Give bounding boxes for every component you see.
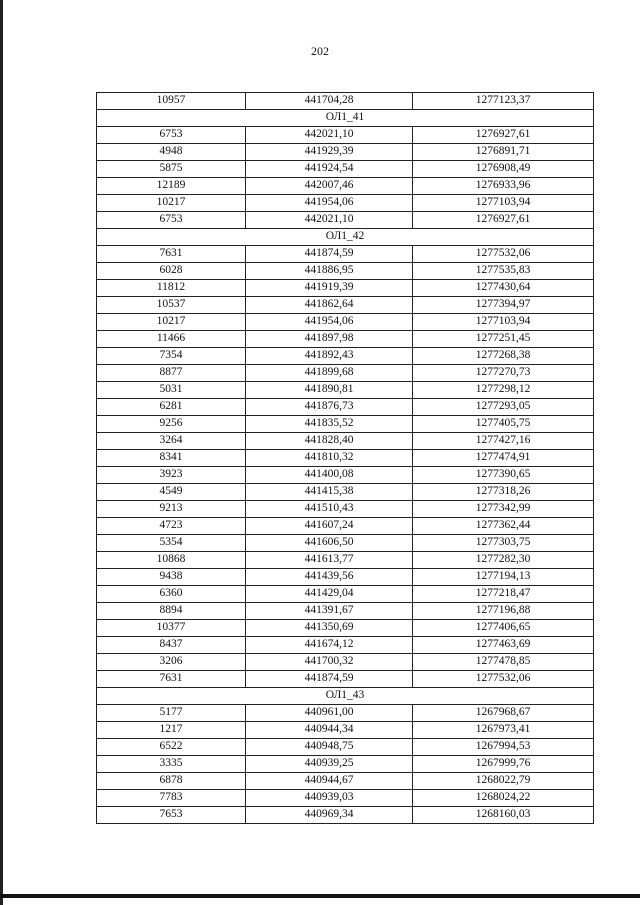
section-header-row <box>97 229 594 246</box>
point-number-cell: 10217 <box>97 314 246 331</box>
point-number-cell: 1217 <box>97 722 246 739</box>
y-coordinate-cell: 1277318,26 <box>413 484 594 501</box>
table-row <box>97 195 594 212</box>
table-row <box>97 807 594 824</box>
table-row <box>97 161 594 178</box>
point-number-cell: 4948 <box>97 144 246 161</box>
table-row <box>97 280 594 297</box>
table-row <box>97 93 594 110</box>
table-row <box>97 433 594 450</box>
table-row <box>97 263 594 280</box>
y-coordinate-cell: 1268024,22 <box>413 790 594 807</box>
y-coordinate-cell: 1277535,83 <box>413 263 594 280</box>
x-coordinate-cell: 440944,67 <box>246 773 413 790</box>
x-coordinate-cell: 441429,04 <box>246 586 413 603</box>
table-row <box>97 331 594 348</box>
coordinates-table <box>96 92 594 824</box>
table-row <box>97 178 594 195</box>
x-coordinate-cell: 441897,98 <box>246 331 413 348</box>
bottom-rule <box>0 894 640 898</box>
y-coordinate-cell: 1277218,47 <box>413 586 594 603</box>
y-coordinate-cell: 1277390,65 <box>413 467 594 484</box>
section-title: ОЛ1_41 <box>97 110 594 127</box>
table-row <box>97 705 594 722</box>
y-coordinate-cell: 1277474,91 <box>413 450 594 467</box>
point-number-cell: 8341 <box>97 450 246 467</box>
table-row <box>97 586 594 603</box>
y-coordinate-cell: 1267968,67 <box>413 705 594 722</box>
point-number-cell: 4549 <box>97 484 246 501</box>
point-number-cell: 6753 <box>97 212 246 229</box>
point-number-cell: 6878 <box>97 773 246 790</box>
y-coordinate-cell: 1277478,85 <box>413 654 594 671</box>
table-row <box>97 450 594 467</box>
table-row <box>97 365 594 382</box>
y-coordinate-cell: 1277532,06 <box>413 246 594 263</box>
scan-edge <box>0 0 3 905</box>
point-number-cell: 7653 <box>97 807 246 824</box>
table-row <box>97 739 594 756</box>
x-coordinate-cell: 442007,46 <box>246 178 413 195</box>
x-coordinate-cell: 441704,28 <box>246 93 413 110</box>
x-coordinate-cell: 441400,08 <box>246 467 413 484</box>
section-title: ОЛ1_43 <box>97 688 594 705</box>
point-number-cell: 5354 <box>97 535 246 552</box>
y-coordinate-cell: 1277282,30 <box>413 552 594 569</box>
point-number-cell: 3206 <box>97 654 246 671</box>
point-number-cell: 6753 <box>97 127 246 144</box>
point-number-cell: 6028 <box>97 263 246 280</box>
point-number-cell: 11466 <box>97 331 246 348</box>
point-number-cell: 10957 <box>97 93 246 110</box>
x-coordinate-cell: 441607,24 <box>246 518 413 535</box>
x-coordinate-cell: 441415,38 <box>246 484 413 501</box>
table-row <box>97 722 594 739</box>
x-coordinate-cell: 441876,73 <box>246 399 413 416</box>
point-number-cell: 3923 <box>97 467 246 484</box>
y-coordinate-cell: 1277303,75 <box>413 535 594 552</box>
x-coordinate-cell: 442021,10 <box>246 212 413 229</box>
table-row <box>97 773 594 790</box>
table-row <box>97 620 594 637</box>
y-coordinate-cell: 1276927,61 <box>413 212 594 229</box>
table-row <box>97 416 594 433</box>
point-number-cell: 5875 <box>97 161 246 178</box>
x-coordinate-cell: 441886,95 <box>246 263 413 280</box>
x-coordinate-cell: 441810,32 <box>246 450 413 467</box>
point-number-cell: 9438 <box>97 569 246 586</box>
point-number-cell: 5177 <box>97 705 246 722</box>
y-coordinate-cell: 1277270,73 <box>413 365 594 382</box>
table-row <box>97 518 594 535</box>
table-row <box>97 144 594 161</box>
point-number-cell: 5031 <box>97 382 246 399</box>
x-coordinate-cell: 441439,56 <box>246 569 413 586</box>
x-coordinate-cell: 440944,34 <box>246 722 413 739</box>
point-number-cell: 6281 <box>97 399 246 416</box>
y-coordinate-cell: 1277103,94 <box>413 195 594 212</box>
table-row <box>97 569 594 586</box>
point-number-cell: 4723 <box>97 518 246 535</box>
table-row <box>97 501 594 518</box>
y-coordinate-cell: 1277196,88 <box>413 603 594 620</box>
x-coordinate-cell: 441954,06 <box>246 195 413 212</box>
x-coordinate-cell: 441919,39 <box>246 280 413 297</box>
y-coordinate-cell: 1267994,53 <box>413 739 594 756</box>
point-number-cell: 10537 <box>97 297 246 314</box>
table-row <box>97 314 594 331</box>
point-number-cell: 8877 <box>97 365 246 382</box>
table-row <box>97 637 594 654</box>
y-coordinate-cell: 1267973,41 <box>413 722 594 739</box>
y-coordinate-cell: 1277406,65 <box>413 620 594 637</box>
table-row <box>97 399 594 416</box>
y-coordinate-cell: 1277405,75 <box>413 416 594 433</box>
table-row <box>97 246 594 263</box>
x-coordinate-cell: 441862,64 <box>246 297 413 314</box>
point-number-cell: 9213 <box>97 501 246 518</box>
x-coordinate-cell: 440961,00 <box>246 705 413 722</box>
point-number-cell: 3264 <box>97 433 246 450</box>
x-coordinate-cell: 442021,10 <box>246 127 413 144</box>
table-row <box>97 467 594 484</box>
y-coordinate-cell: 1277427,16 <box>413 433 594 450</box>
y-coordinate-cell: 1277394,97 <box>413 297 594 314</box>
x-coordinate-cell: 441350,69 <box>246 620 413 637</box>
table-row <box>97 552 594 569</box>
table-row <box>97 484 594 501</box>
x-coordinate-cell: 441700,32 <box>246 654 413 671</box>
x-coordinate-cell: 441874,59 <box>246 671 413 688</box>
point-number-cell: 7631 <box>97 671 246 688</box>
x-coordinate-cell: 441835,52 <box>246 416 413 433</box>
page-number: 202 <box>311 44 329 58</box>
section-header-row <box>97 110 594 127</box>
y-coordinate-cell: 1268160,03 <box>413 807 594 824</box>
point-number-cell: 8437 <box>97 637 246 654</box>
table-row <box>97 535 594 552</box>
point-number-cell: 3335 <box>97 756 246 773</box>
y-coordinate-cell: 1277342,99 <box>413 501 594 518</box>
table-row <box>97 603 594 620</box>
x-coordinate-cell: 441674,12 <box>246 637 413 654</box>
y-coordinate-cell: 1277463,69 <box>413 637 594 654</box>
coordinates-table-body <box>97 93 594 824</box>
point-number-cell: 8894 <box>97 603 246 620</box>
y-coordinate-cell: 1276891,71 <box>413 144 594 161</box>
point-number-cell: 7783 <box>97 790 246 807</box>
x-coordinate-cell: 441874,59 <box>246 246 413 263</box>
table-row <box>97 127 594 144</box>
point-number-cell: 7354 <box>97 348 246 365</box>
point-number-cell: 10217 <box>97 195 246 212</box>
table-row <box>97 756 594 773</box>
x-coordinate-cell: 440948,75 <box>246 739 413 756</box>
x-coordinate-cell: 441828,40 <box>246 433 413 450</box>
y-coordinate-cell: 1276927,61 <box>413 127 594 144</box>
table-row <box>97 382 594 399</box>
section-header-row <box>97 688 594 705</box>
table-row <box>97 212 594 229</box>
section-title: ОЛ1_42 <box>97 229 594 246</box>
point-number-cell: 6360 <box>97 586 246 603</box>
x-coordinate-cell: 441892,43 <box>246 348 413 365</box>
x-coordinate-cell: 440939,25 <box>246 756 413 773</box>
y-coordinate-cell: 1277123,37 <box>413 93 594 110</box>
x-coordinate-cell: 441606,50 <box>246 535 413 552</box>
table-row <box>97 654 594 671</box>
y-coordinate-cell: 1277298,12 <box>413 382 594 399</box>
y-coordinate-cell: 1277103,94 <box>413 314 594 331</box>
y-coordinate-cell: 1277251,45 <box>413 331 594 348</box>
x-coordinate-cell: 441510,43 <box>246 501 413 518</box>
x-coordinate-cell: 441899,68 <box>246 365 413 382</box>
point-number-cell: 9256 <box>97 416 246 433</box>
y-coordinate-cell: 1277362,44 <box>413 518 594 535</box>
table-row <box>97 790 594 807</box>
x-coordinate-cell: 441391,67 <box>246 603 413 620</box>
x-coordinate-cell: 441954,06 <box>246 314 413 331</box>
y-coordinate-cell: 1277532,06 <box>413 671 594 688</box>
x-coordinate-cell: 441924,54 <box>246 161 413 178</box>
x-coordinate-cell: 440939,03 <box>246 790 413 807</box>
y-coordinate-cell: 1277194,13 <box>413 569 594 586</box>
x-coordinate-cell: 441613,77 <box>246 552 413 569</box>
y-coordinate-cell: 1276933,96 <box>413 178 594 195</box>
point-number-cell: 10868 <box>97 552 246 569</box>
x-coordinate-cell: 440969,34 <box>246 807 413 824</box>
x-coordinate-cell: 441929,39 <box>246 144 413 161</box>
y-coordinate-cell: 1276908,49 <box>413 161 594 178</box>
y-coordinate-cell: 1268022,79 <box>413 773 594 790</box>
y-coordinate-cell: 1277430,64 <box>413 280 594 297</box>
table-row <box>97 671 594 688</box>
point-number-cell: 10377 <box>97 620 246 637</box>
y-coordinate-cell: 1277268,38 <box>413 348 594 365</box>
y-coordinate-cell: 1267999,76 <box>413 756 594 773</box>
point-number-cell: 11812 <box>97 280 246 297</box>
point-number-cell: 12189 <box>97 178 246 195</box>
point-number-cell: 7631 <box>97 246 246 263</box>
table-row <box>97 348 594 365</box>
y-coordinate-cell: 1277293,05 <box>413 399 594 416</box>
table-row <box>97 297 594 314</box>
x-coordinate-cell: 441890,81 <box>246 382 413 399</box>
point-number-cell: 6522 <box>97 739 246 756</box>
